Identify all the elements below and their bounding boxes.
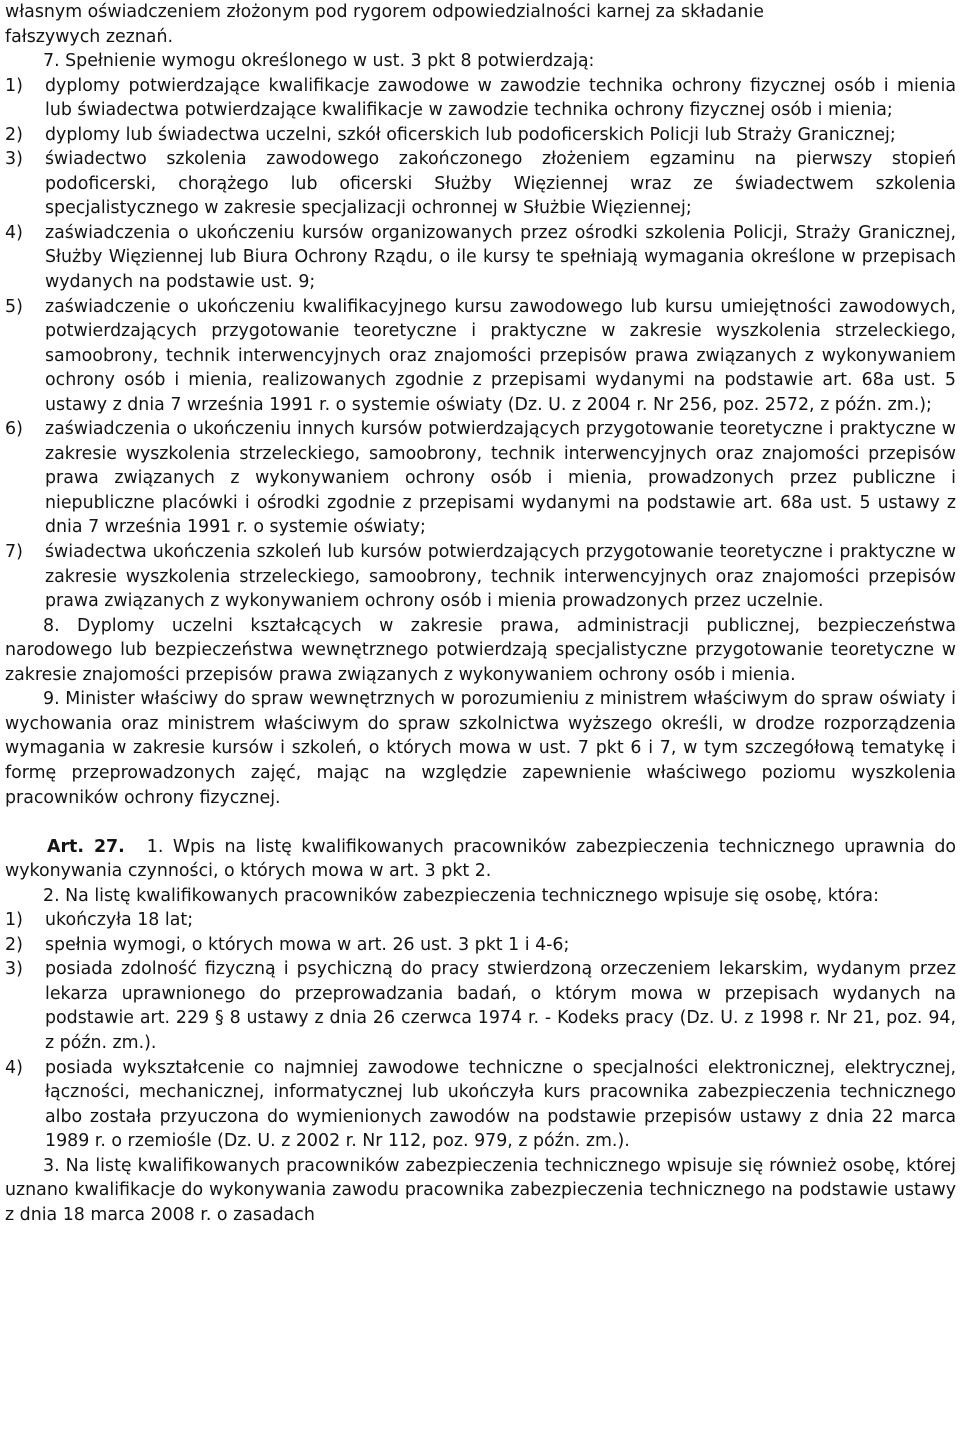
list-item-label: 2) bbox=[5, 934, 23, 955]
article-27-p2-list bbox=[5, 908, 956, 1153]
list-item-text: posiada zdolność fizyczną i psychiczną do pracy stwierdzoną orzeczeniem lekarskim, wydanym przez lekarza uprawnionego do przeprowadzania badań, o którym mowa w przepisach wydanych na podstawie art. 229 § 8 ustawy z dnia 26 czerwca 1974 r. - Kodeks pracy (Dz. U. z 1998 r. Nr 21, poz. 94, z późn. zm.). bbox=[45, 959, 956, 1053]
paragraph-7-text: Spełnienie wymogu określonego w ust. 3 pkt 8 potwierdzają: bbox=[65, 51, 595, 72]
list-item-text: zaświadczenia o ukończeniu innych kursów potwierdzających przygotowanie teoretyczne i praktyczne w zakresie wyszkolenia strzeleckiego, samoobrony, technik interwencyjnych oraz znajomości przepisów prawa związanych z wykonywaniem ochrony osób i mienia, prowadzonych przez publiczne i niepubliczne placówki i ośrodki zgodnie z przepisami wydanymi na podstawie art. 68a ust. 5 ustawy z dnia 7 września 1991 r. o systemie oświaty; bbox=[45, 419, 956, 538]
list-item bbox=[5, 147, 956, 221]
list-item-label: 1) bbox=[5, 75, 23, 96]
list-item-label: 7) bbox=[5, 542, 23, 563]
article-27-paragraph-2 bbox=[5, 884, 956, 909]
paragraph-8-number: 8. bbox=[43, 615, 60, 636]
list-item-label: 5) bbox=[5, 296, 23, 317]
list-item-label: 4) bbox=[5, 222, 23, 243]
article-heading: Art. 27. bbox=[47, 836, 125, 857]
article-27-p1-text: Wpis na listę kwalifikowanych pracowników zabezpieczenia technicznego uprawnia do wykonywania czynności, o których mowa w art. 3 pkt 2. bbox=[5, 836, 956, 882]
document-page bbox=[5, 0, 956, 1227]
paragraph-9-number: 9. bbox=[43, 689, 60, 710]
list-item-label: 3) bbox=[5, 959, 23, 980]
list-item-text: świadectwo szkolenia zawodowego zakończonego złożeniem egzaminu na pierwszy stopień podoficerski, chorążego lub oficerski Służby Więziennej wraz ze świadectwem szkolenia specjalistycznego w zakresie specjalizacji ochronnej w Służbie Więziennej; bbox=[45, 149, 956, 219]
article-27-p1-number: 1. bbox=[146, 836, 164, 857]
list-item-text: dyplomy lub świadectwa uczelni, szkół oficerskich lub podoficerskich Policji lub Straży Granicznej; bbox=[45, 124, 896, 145]
article-27-p3-number: 3. bbox=[43, 1155, 60, 1176]
list-item-text: spełnia wymogi, o których mowa w art. 26 ust. 3 pkt 1 i 4-6; bbox=[45, 934, 570, 955]
list-item bbox=[5, 957, 956, 1055]
list-item bbox=[5, 1056, 956, 1154]
list-item-text: świadectwa ukończenia szkoleń lub kursów potwierdzających przygotowanie teoretyczne i praktyczne w zakresie wyszkolenia strzeleckiego, samoobrony, technik interwencyjnych oraz znajomości przepisów prawa związanych z wykonywaniem ochrony osób i mienia prowadzonych przez uczelnie. bbox=[45, 542, 956, 612]
list-item-label: 4) bbox=[5, 1057, 23, 1078]
article-27-p3-text: Na listę kwalifikowanych pracowników zabezpieczenia technicznego wpisuje się również osobę, której uznano kwalifikacje do wykonywania zawodu pracownika zabezpieczenia technicznego na podstawie ustawy z dnia 18 marca 2008 r. o zasadach bbox=[5, 1155, 956, 1225]
intro-line-2: fałszywych zeznań. bbox=[5, 26, 174, 47]
list-item-label: 2) bbox=[5, 124, 23, 145]
paragraph-7-number: 7. bbox=[43, 51, 60, 72]
list-item bbox=[5, 933, 956, 958]
paragraph-7 bbox=[5, 49, 956, 74]
article-27-paragraph-1 bbox=[5, 835, 956, 884]
intro-line-1: własnym oświadczeniem złożonym pod rygorem odpowiedzialności karnej za składanie bbox=[5, 2, 764, 22]
list-item-label: 1) bbox=[5, 910, 23, 931]
list-item bbox=[5, 540, 956, 614]
list-item-text: zaświadczenia o ukończeniu kursów organizowanych przez ośrodki szkolenia Policji, Straży Granicznej, Służby Więziennej lub Biura Ochrony Rządu, o ile kursy te spełniają wymagania określone w przepisach wydanych na podstawie ust. 9; bbox=[45, 222, 956, 293]
paragraph-9-text: Minister właściwy do spraw wewnętrznych w porozumieniu z ministrem właściwym do spraw oświaty i wychowania oraz ministrem właściwym do spraw szkolnictwa wyższego określi, w drodze rozporządzenia wymagania w zakresie kursów i szkoleń, o których mowa w ust. 7 pkt 6 i 7, w tym szczegółową tematykę i formę przeprowadzonych zajęć, mając na względzie zapewnienie właściwego poziomu wyszkolenia pracowników ochrony fizycznej. bbox=[5, 689, 957, 808]
list-item bbox=[5, 221, 956, 295]
paragraph-8 bbox=[5, 614, 956, 688]
article-27-paragraph-3 bbox=[5, 1154, 956, 1228]
article-27-p2-text: Na listę kwalifikowanych pracowników zabezpieczenia technicznego wpisuje się osobę, która: bbox=[65, 885, 879, 906]
list-item bbox=[5, 74, 956, 123]
list-item-text: ukończyła 18 lat; bbox=[45, 910, 194, 931]
list-item-label: 6) bbox=[5, 419, 23, 440]
list-item bbox=[5, 123, 956, 148]
list-item bbox=[5, 417, 956, 540]
paragraph-9 bbox=[5, 687, 956, 810]
article-27-p2-number: 2. bbox=[43, 885, 60, 906]
list-item-text: posiada wykształcenie co najmniej zawodowe techniczne o specjalności elektronicznej, elektrycznej, łączności, mechanicznej, informatycznej lub ukończyła kurs pracownika zabezpieczenia technicznego albo została przyuczona do wymienionych zawodów na podstawie przepisów ustawy z dnia 22 marca 1989 r. o rzemiośle (Dz. U. z 2002 r. Nr 112, poz. 979, z późn. zm.). bbox=[45, 1057, 956, 1152]
list-item-label: 3) bbox=[5, 149, 23, 170]
paragraph-8-text: Dyplomy uczelni kształcących w zakresie prawa, administracji publicznej, bezpieczeństwa narodowego lub bezpieczeństwa wewnętrznego potwierdzają specjalistyczne przygotowanie teoretyczne w zakresie znajomości przepisów prawa związanych z wykonywaniem ochrony osób i mienia. bbox=[5, 615, 956, 685]
article-27 bbox=[5, 835, 956, 1228]
list-item bbox=[5, 295, 956, 418]
list-item bbox=[5, 908, 956, 933]
list-item-text: dyplomy potwierdzające kwalifikacje zawodowe w zawodzie technika ochrony fizycznej osób i mienia lub świadectwa potwierdzające kwalifikacje w zawodzie technika ochrony fizycznej osób i mienia; bbox=[45, 75, 956, 121]
list-item-text: zaświadczenie o ukończeniu kwalifikacyjnego kursu zawodowego lub kursu umiejętności zawodowych, potwierdzających przygotowanie teoretyczne i praktyczne w zakresie wyszkolenia strzeleckiego, samoobrony, technik interwencyjnych oraz znajomości przepisów prawa związanych z wykonywaniem ochrony osób i mienia, realizowanych zgodnie z przepisami wydanymi na podstawie art. 68a ust. 5 ustawy z dnia 7 września 1991 r. o systemie oświaty (Dz. U. z 2004 r. Nr 256, poz. 2572, z późn. zm.); bbox=[45, 296, 956, 415]
paragraph-7-list bbox=[5, 74, 956, 614]
